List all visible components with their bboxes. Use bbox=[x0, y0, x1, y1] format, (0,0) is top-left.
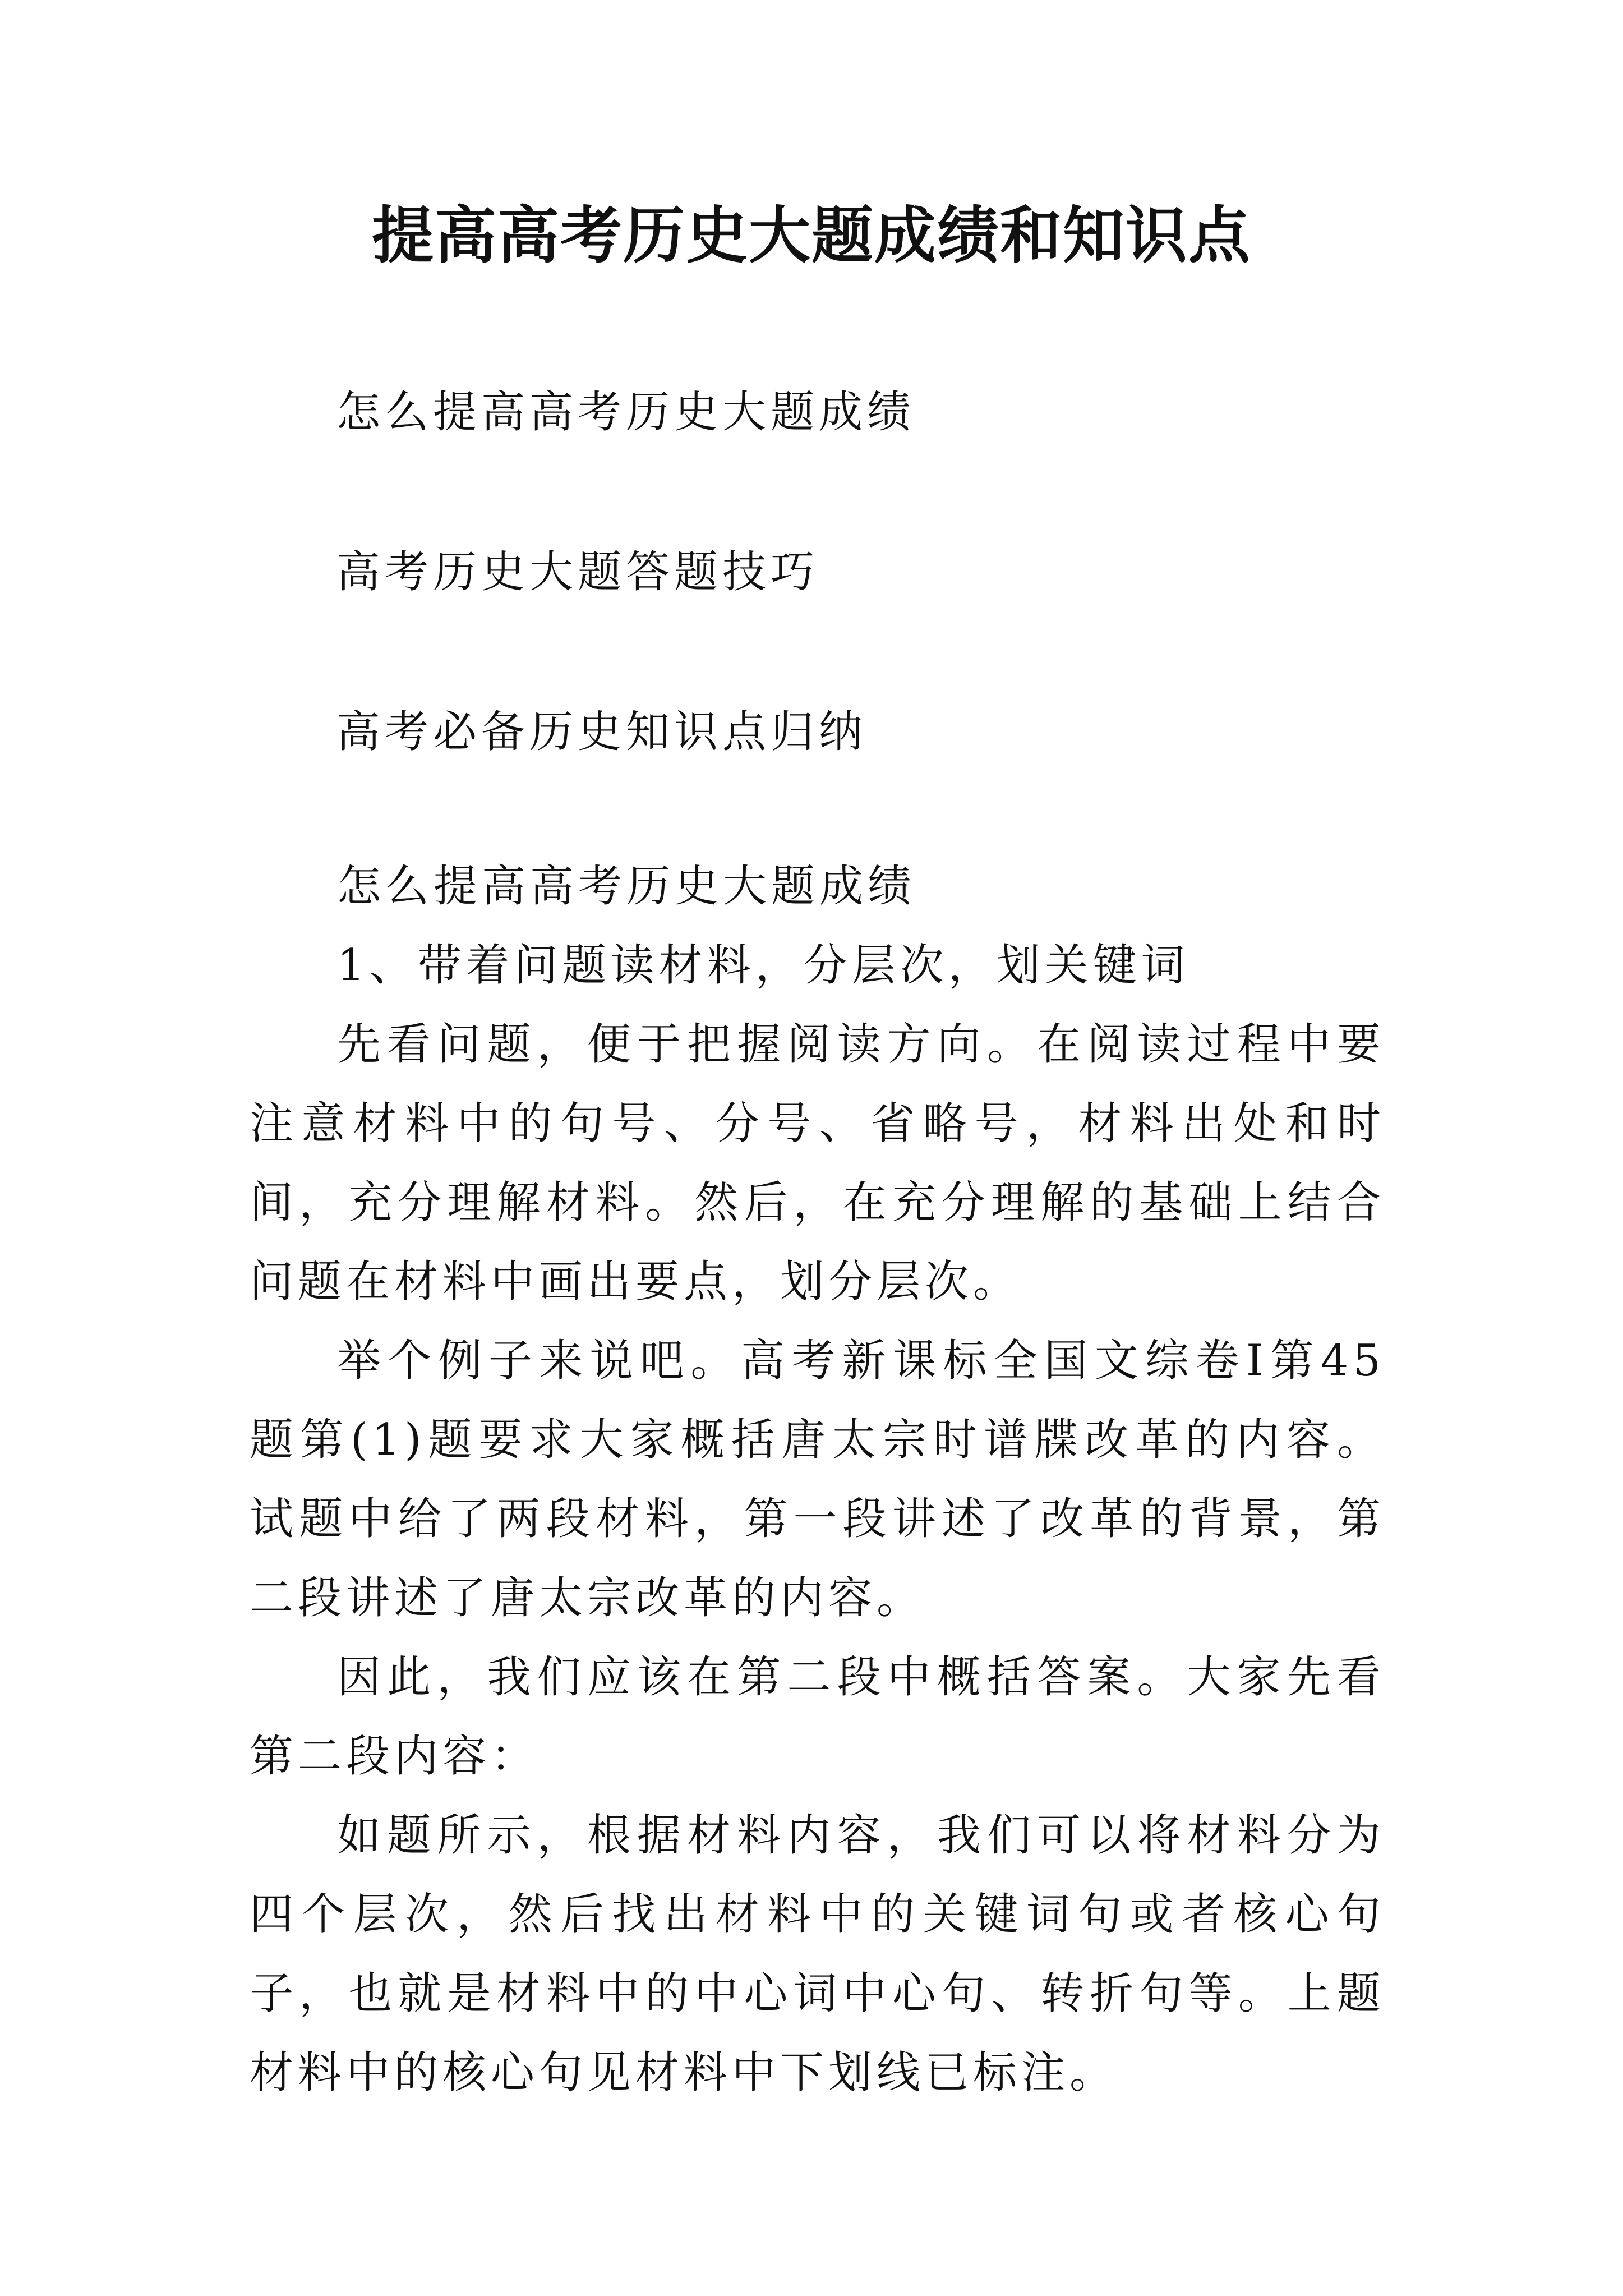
paragraph: 1、带着问题读材料，分层次，划关键词 bbox=[337, 940, 1189, 991]
toc-item: 怎么提高高考历史大题成绩 bbox=[336, 387, 916, 438]
paragraph: 举个例子来说吧。高考新课标全国文综卷I第45题第(1)题要求大家概括唐太宗时谱牒改革的内容。试题中给了两段材料，第一段讲述了改革的背景，第二段讲述了唐太宗改革的内容。 bbox=[250, 1336, 1385, 1623]
section-heading: 怎么提高高考历史大题成绩 bbox=[337, 861, 916, 912]
toc-item: 高考历史大题答题技巧 bbox=[336, 547, 819, 597]
toc-item: 高考必备历史知识点归纳 bbox=[336, 707, 868, 757]
document-title: 提高高考历史大题成绩和知识点 bbox=[372, 199, 1251, 272]
paragraph: 先看问题，便于把握阅读方向。在阅读过程中要注意材料中的句号、分号、省略号，材料出处和时间，充分理解材料。然后，在充分理解的基础上结合问题在材料中画出要点，划分层次。 bbox=[250, 1019, 1385, 1307]
paragraph: 如题所示，根据材料内容，我们可以将材料分为四个层次，然后找出材料中的关键词句或者核心句子，也就是材料中的中心词中心句、转折句等。上题材料中的核心句见材料中下划线已标注。 bbox=[250, 1810, 1385, 2098]
paragraph: 因此，我们应该在第二段中概括答案。大家先看第二段内容： bbox=[250, 1652, 1385, 1782]
document-body bbox=[250, 847, 1385, 2113]
